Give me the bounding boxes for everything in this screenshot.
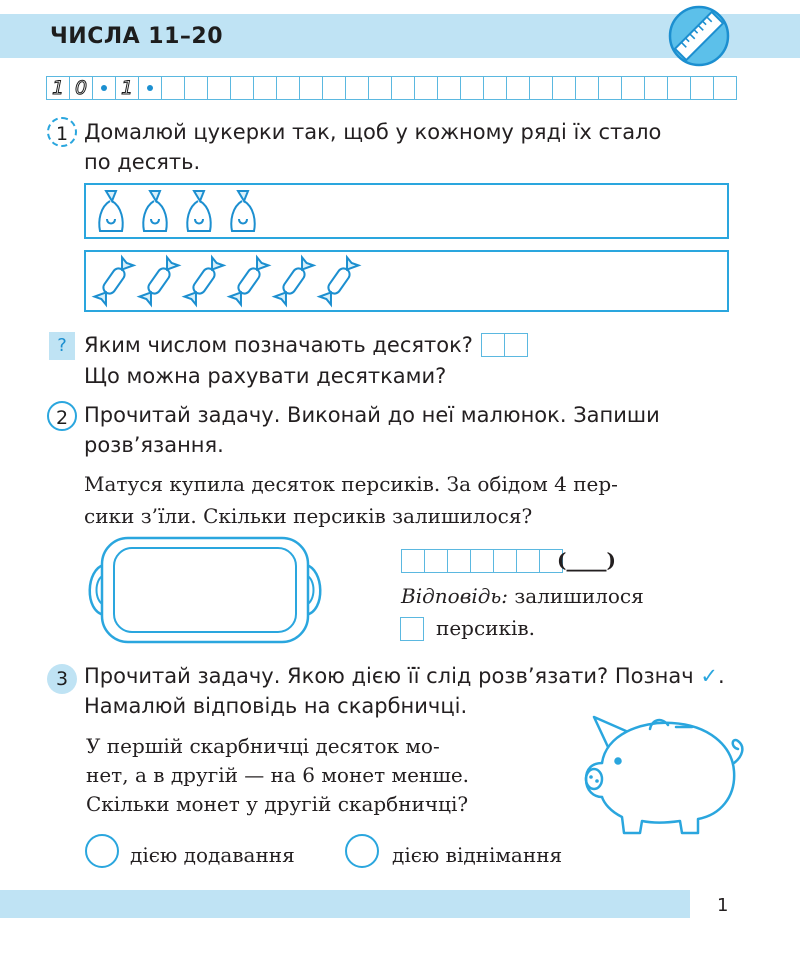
solution-cell[interactable] [447, 549, 471, 573]
task2-instruction-line1: Прочитай задачу. Виконай до неї малюнок. Запиши [84, 403, 660, 427]
writing-cell[interactable] [345, 76, 369, 100]
wrapped-candy-icon [143, 191, 166, 231]
page-title: ЧИСЛА 11–20 [50, 24, 224, 49]
question-mark-badge: ? [49, 332, 75, 360]
answer-label: Відповідь: [401, 584, 509, 608]
writing-cell[interactable] [621, 76, 645, 100]
writing-cell[interactable] [667, 76, 691, 100]
answer-cell[interactable] [481, 333, 505, 357]
answer-text-remaining: залишилося [514, 584, 644, 608]
answer-number-cell[interactable] [400, 617, 424, 641]
task1-instruction-line1: Домалюй цукерки так, щоб у кожному ряді їх стало [84, 120, 662, 144]
writing-cell[interactable] [276, 76, 300, 100]
twist-candy-icon [185, 257, 224, 304]
task-number-1: 1 [47, 117, 77, 147]
writing-cell[interactable] [207, 76, 231, 100]
option-subtraction-label: дією віднімання [392, 843, 563, 867]
answer-cell[interactable] [504, 333, 528, 357]
wrapped-candy-icon [187, 191, 210, 231]
writing-cell[interactable] [598, 76, 622, 100]
writing-cell[interactable] [552, 76, 576, 100]
twist-candy-icon [95, 257, 134, 304]
task3-problem-line3: Скільки монет у другій скарбничці? [86, 792, 469, 816]
radio-subtraction[interactable] [345, 834, 379, 868]
separator-dot-cell [138, 76, 162, 100]
writing-cell[interactable] [161, 76, 185, 100]
option-addition-label: дією додавання [130, 843, 295, 867]
twist-candy-icon [320, 257, 359, 304]
writing-cell[interactable] [690, 76, 714, 100]
solution-cell[interactable] [516, 549, 540, 573]
writing-cell[interactable] [230, 76, 254, 100]
wrapped-candy-icon [99, 191, 122, 231]
answer-text-peaches: персиків. [436, 616, 536, 640]
check-mark-icon: ✓ [700, 664, 718, 688]
candy-row-2[interactable] [84, 250, 729, 312]
writing-cell[interactable] [299, 76, 323, 100]
handwriting-cells [46, 76, 737, 100]
solution-cells [401, 549, 563, 573]
writing-cell[interactable] [368, 76, 392, 100]
tray-drawing-area[interactable] [82, 535, 328, 645]
writing-cell[interactable] [506, 76, 530, 100]
writing-cell[interactable] [460, 76, 484, 100]
twist-candy-icon [275, 257, 314, 304]
twist-candy-icon [230, 257, 269, 304]
task-number-2: 2 [47, 401, 77, 431]
task2-problem-line1: Матуся купила десяток персиків. За обідом 4 пер- [84, 472, 618, 496]
page-number: 1 [717, 895, 729, 916]
writing-cell[interactable] [644, 76, 668, 100]
task2-instruction-line2: розв’язання. [84, 433, 224, 457]
piggy-bank-icon[interactable] [580, 705, 745, 840]
writing-cell[interactable] [391, 76, 415, 100]
writing-cell[interactable] [483, 76, 507, 100]
task3-instruction-line1 [84, 661, 725, 692]
answer-cells-two [481, 333, 528, 357]
writing-cell[interactable] [713, 76, 737, 100]
radio-addition[interactable] [85, 834, 119, 868]
writing-cell[interactable] [414, 76, 438, 100]
task1-instruction-line2: по десять. [84, 150, 201, 174]
ruler-icon [667, 4, 731, 68]
writing-cell[interactable] [529, 76, 553, 100]
digit-sample-zero: 0 [69, 76, 93, 100]
writing-cell[interactable] [437, 76, 461, 100]
writing-cell[interactable] [575, 76, 599, 100]
task3-problem-line2: нет, а в другій — на 6 монет менше. [86, 763, 470, 787]
wrapped-candy-icon [231, 191, 254, 231]
task3-instruction-text: Прочитай задачу. Якою дією її слід розв’язати? Познач [84, 664, 694, 688]
task-number-3: 3 [47, 664, 77, 694]
candy-row-1[interactable] [84, 183, 729, 239]
task3-period: . [717, 664, 725, 688]
writing-cell[interactable] [253, 76, 277, 100]
digit-sample-one: 1 [115, 76, 139, 100]
answer-line [401, 581, 644, 612]
solution-cell[interactable] [424, 549, 448, 573]
task3-problem-line1: У першій скарбничці десяток мо- [86, 734, 440, 758]
solution-cell[interactable] [401, 549, 425, 573]
solution-cell[interactable] [470, 549, 494, 573]
twist-candies [86, 252, 727, 310]
question-line1: Яким числом позначають десяток? [84, 333, 473, 357]
twist-candy-icon [140, 257, 179, 304]
task2-problem-line2: сики з’їли. Скільки персиків залишилося? [84, 504, 533, 528]
question-line2: Що можна рахувати десятками? [84, 364, 447, 388]
writing-cell[interactable] [184, 76, 208, 100]
task3-instruction-line2: Намалюй відповідь на скарбничці. [84, 694, 468, 718]
footer-band [0, 890, 690, 918]
writing-cell[interactable] [322, 76, 346, 100]
separator-dot-cell [92, 76, 116, 100]
wrapped-candies [86, 185, 727, 237]
digit-sample-one: 1 [46, 76, 70, 100]
unit-placeholder: (____) [557, 548, 616, 572]
solution-cell[interactable] [493, 549, 517, 573]
